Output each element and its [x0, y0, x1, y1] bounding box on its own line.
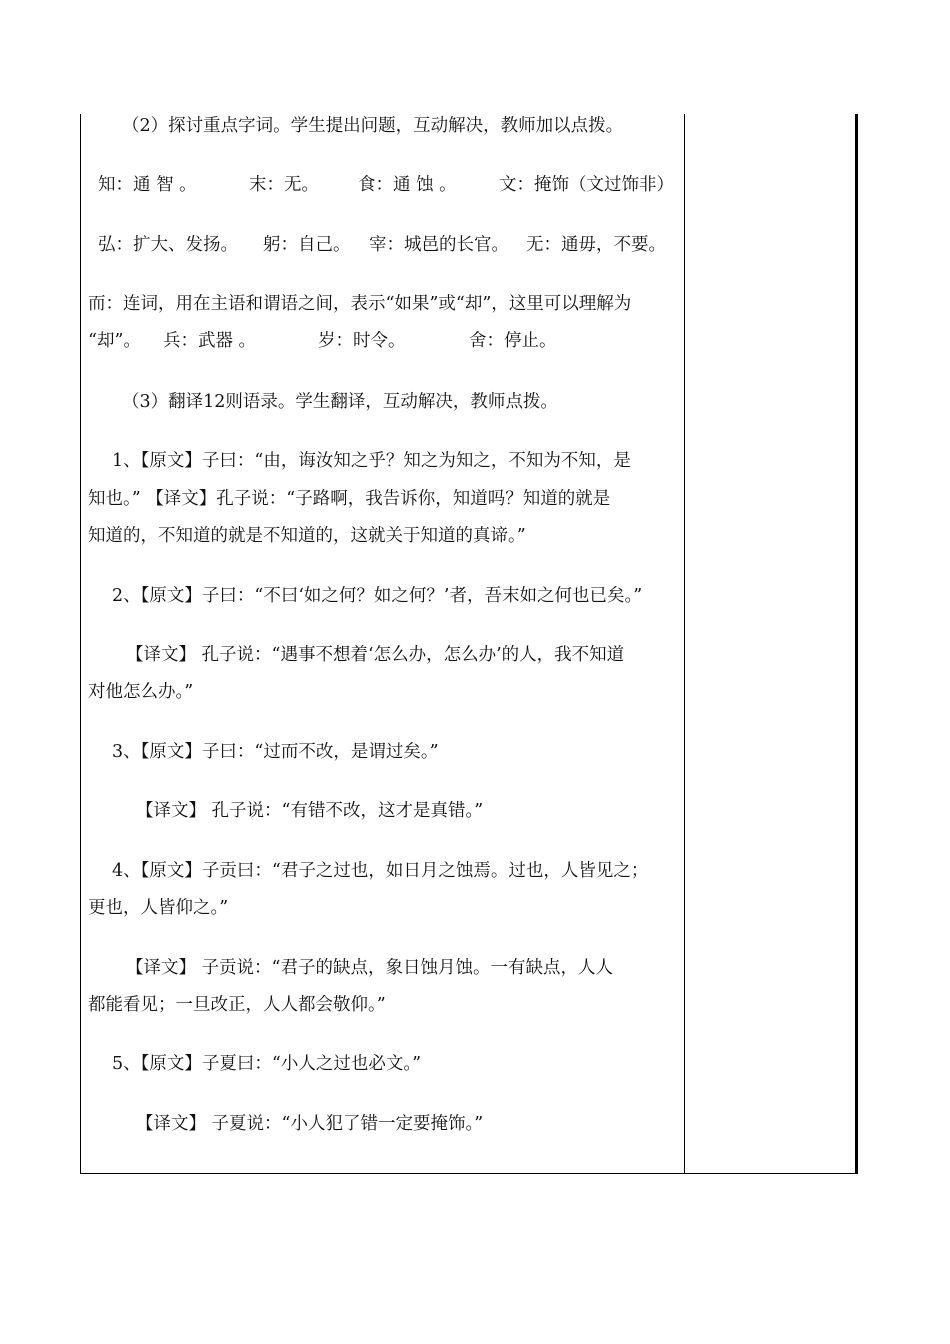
- gloss-shi: 食：通 蚀 。: [358, 175, 457, 195]
- gloss-er-line2: “却”。: [88, 331, 141, 351]
- quote-3-original: 3、【原文】子曰：“过而不改，是谓过矣。”: [112, 742, 439, 762]
- quote-5-original: 5、【原文】子夏曰：“小人之过也必文。”: [112, 1054, 422, 1074]
- gloss-mo: 末：无。: [249, 175, 319, 195]
- quote-4-original-line2: 更也，人皆仰之。”: [88, 898, 229, 918]
- gloss-zhi: 知：通 智 。: [98, 175, 197, 195]
- gloss-bing: 兵：武器 。: [163, 331, 257, 351]
- quote-2-translation-line2: 对他怎么办。”: [88, 682, 194, 702]
- gloss-gong: 躬：自己。: [263, 235, 351, 255]
- section-heading-key-words: （2）探讨重点字词。学生提出问题，互动解决，教师加以点拨。: [122, 116, 624, 136]
- gloss-wen: 文：掩饰（文过饰非）: [499, 175, 674, 195]
- gloss-hong: 弘：扩大、发扬。: [98, 235, 238, 255]
- quote-3-translation: 【译文】 孔子说：“有错不改，这才是真错。”: [136, 801, 484, 821]
- quote-1-translation-line2: 知道的，不知道的就是不知道的，这就关于知道的真谛。”: [88, 526, 526, 546]
- section-heading-translation: （3）翻译12则语录。学生翻译，互动解决，教师点拨。: [122, 392, 558, 412]
- table-border-bottom: [80, 1173, 858, 1174]
- gloss-sui: 岁：时令。: [318, 331, 406, 351]
- quote-2-translation-line1: 【译文】 孔子说：“遇事不想着‘怎么办，怎么办’的人，我不知道: [126, 645, 625, 665]
- quote-4-translation-line2: 都能看见；一旦改正，人人都会敬仰。”: [88, 995, 386, 1015]
- table-border-left: [80, 114, 81, 1174]
- gloss-zai: 宰：城邑的长官。: [369, 235, 509, 255]
- table-border-right: [855, 114, 858, 1174]
- quote-1-translation-line1: 知也。” 【译文】孔子说：“子路啊，我告诉你，知道吗？知道的就是: [88, 489, 611, 509]
- quote-2-original: 2、【原文】子曰：“不曰‘如之何？如之何？’者，吾末如之何也已矣。”: [112, 586, 643, 606]
- quote-4-translation-line1: 【译文】 子贡说：“君子的缺点，象日蚀月蚀。一有缺点，人人: [126, 958, 614, 978]
- quote-4-original-line1: 4、【原文】子贡曰：“君子之过也，如日月之蚀焉。过也，人皆见之；: [112, 861, 649, 881]
- quote-5-translation: 【译文】 子夏说：“小人犯了错一定要掩饰。”: [136, 1114, 484, 1134]
- gloss-wu: 无：通毋，不要。: [526, 235, 666, 255]
- gloss-she: 舍：停止。: [469, 331, 557, 351]
- gloss-er-line1: 而：连词，用在主语和谓语之间，表示“如果”或“却”，这里可以理解为: [88, 294, 632, 314]
- quote-1-original: 1、【原文】子曰：“由，诲汝知之乎？知之为知之，不知为不知，是: [112, 451, 631, 471]
